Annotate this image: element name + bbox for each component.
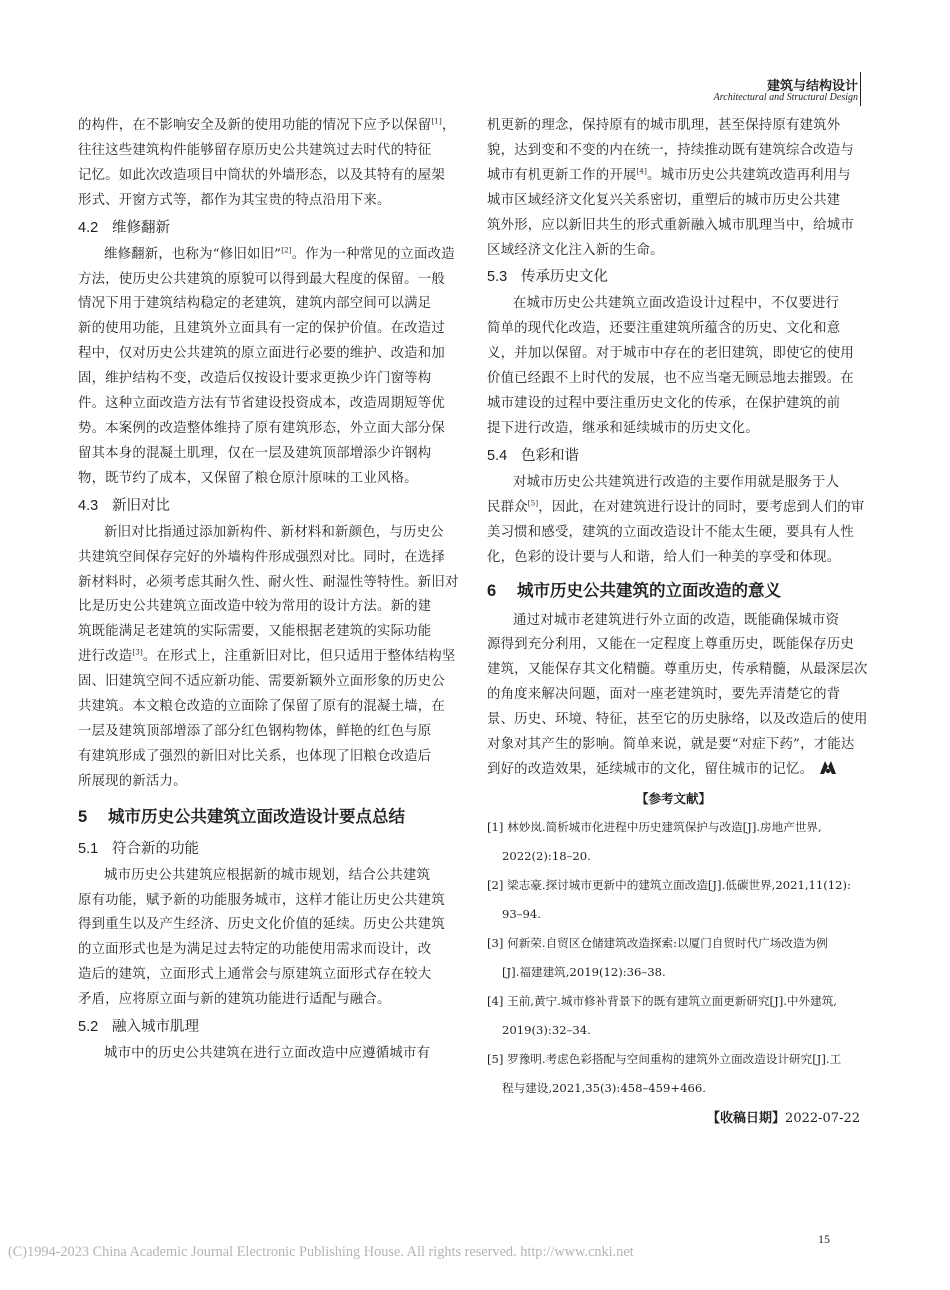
intro-paragraph: 的构件，在不影响安全及新的使用功能的情况下应予以保留[1]， 往往这些建筑构件能够留存原历史公共建筑过去时代的特征 记忆。如此次改造项目中筒状的外墙形态，以及其特有的屋架 形式、开窗方式等，都作为其宝贵的特点沿用下来。	[78, 117, 456, 208]
section-heading-4-3: 4.3 新旧对比	[78, 497, 170, 514]
reference-item: [4] 王前,黄宁.城市修补背景下的既有建筑立面更新研究[J].中外建筑, 2019(3):32–34.	[487, 993, 837, 1037]
section-heading-6: 6 城市历史公共建筑的立面改造的意义	[487, 580, 781, 600]
section-heading-5: 5 城市历史公共建筑立面改造设计要点总结	[78, 806, 405, 826]
journal-subtitle: Architectural and Structural Design	[713, 92, 858, 103]
section-4-3-paragraph: 新旧对比指通过添加新构件、新材料和新颜色，与历史公 共建筑空间保存完好的外墙构件形成强烈对比。同时，在选择 新材料时，必须考虑其耐久性、耐火性、耐湿性等特性。新旧对 比是历史公共建筑立面改造中较为常用的设计方法。新的建 筑既能满足老建筑的实际需要，又能根据老建筑的实际功能 进行改造[3]。在形式上，注重新旧对比，但只适用于整体结构坚 固、旧建筑空间不适应新功能、需要新颖外立面形象的历史公 共建筑。本文粮仓改造的立面除了保留了原有的混凝土墙，在 一层及建筑顶部增添了部分红色钢构物体，鲜艳的红色与原 有建筑形成了强烈的新旧对比关系，也体现了旧粮仓改造后 所展现的新活力。	[78, 524, 459, 789]
citation: [1]	[431, 117, 442, 126]
citation: [3]	[132, 648, 143, 657]
citation: [5]	[527, 499, 539, 508]
section-heading-4-2: 4.2 维修翻新	[78, 219, 170, 236]
citation: [2]	[281, 246, 292, 255]
references-title: 【参考文献】	[635, 790, 711, 806]
section-5-4-paragraph: 对城市历史公共建筑进行改造的主要作用就是服务于人 民群众[5]，因此，在对建筑进行设计的同时，要考虑到人们的审 美习惯和感受，建筑的立面改造设计不能太生硬，要具有人性 化，色彩的设计要与人和谐，给人们一种美的享受和体现。	[487, 474, 865, 565]
section-heading-5-1: 5.1 符合新的功能	[78, 840, 199, 857]
citation: [4]	[636, 167, 648, 176]
left-column	[78, 114, 459, 1067]
reference-item: [1] 林妙岚.简析城市化进程中历史建筑保护与改造[J].房地产世界, 2022(2):18–20.	[487, 819, 822, 863]
reference-item: [3] 何新荣.自贸区仓储建筑改造探索:以厦门自贸时代广场改造为例 [J].福建建筑,2019(12):36–38.	[487, 935, 828, 979]
section-heading-5-4: 5.4 色彩和谐	[487, 447, 579, 464]
section-5-3-paragraph: 在城市历史公共建筑立面改造设计过程中，不仅要进行 简单的现代化改造，还要注重建筑所蕴含的历史、文化和意 义，并加以保留。对于城市中存在的老旧建筑，即使它的使用 价值已经跟不上时代的发展，也不应当毫无顾忌地去摧毁。在 城市建设的过程中要注重历史文化的传承，在保护建筑的前 提下进行改造，继承和延续城市的历史文化。	[487, 296, 854, 436]
section-heading-5-3: 5.3 传承历史文化	[487, 269, 608, 286]
journal-title: 建筑与结构设计	[766, 79, 858, 94]
reference-item: [2] 梁志豪.探讨城市更新中的建筑立面改造[J].低碳世界,2021,11(12): 93–94.	[487, 877, 851, 921]
section-5-1-paragraph: 城市历史公共建筑应根据新的城市规划，结合公共建筑 原有功能，赋予新的功能服务城市，这样才能让历史公共建筑 得到重生以及产生经济、历史文化价值的延续。历史公共建筑 的立面形式也是为满足过去特定的功能使用需求而设计，改 造后的建筑，立面形式上通常会与原建筑立面形式存在较大 矛盾，应将原立面与新的建筑功能进行适配与融合。	[78, 867, 445, 1008]
journal-end-mark-icon	[818, 758, 838, 776]
section-heading-5-2: 5.2 融入城市肌理	[78, 1019, 199, 1036]
section-5-2-paragraph: 城市中的历史公共建筑在进行立面改造中应遵循城市有	[104, 1046, 431, 1062]
page-number: 15	[818, 1232, 830, 1246]
right-column	[487, 114, 868, 1132]
references-list	[487, 813, 860, 1103]
header-rule	[860, 72, 861, 106]
section-6-paragraph: 通过对城市老建筑进行外立面的改造，既能确保城市资 源得到充分利用，又能在一定程度上尊重历史，既能保存历史 建筑，又能保存其文化精髓。尊重历史，传承精髓，从最深层次 的角度来解决问题，面对一座老建筑时，要先弄清楚它的背 景、历史、环境、特征，甚至它的历史脉络，以及改造后的使用 对象对其产生的影响。简单来说，就是要“对症下药”，才能达 到好的改造效果，延续城市的文化，留住城市的记忆。	[487, 612, 868, 777]
section-5-2-continued: 机更新的理念，保持原有的城市肌理，甚至保持原有建筑外 貌，达到变和不变的内在统一，持续推动既有建筑综合改造与 城市有机更新工作的开展[4]。城市历史公共建筑改造再利用与 城市区域经济文化复兴关系密切，重塑后的城市历史公共建 筑外形，应以新旧共生的形式重新融入城市肌理当中，给城市 区域经济文化注入新的生命。	[487, 118, 854, 258]
copyright-notice: (C)1994-2023 China Academic Journal Electronic Publishing House. All rights reserved. http://www.cnki.net	[8, 1244, 634, 1260]
received-date: 【收稿日期】2022-07-22	[707, 1110, 860, 1126]
reference-item: [5] 罗豫明.考虑色彩搭配与空间重构的建筑外立面改造设计研究[J].工 程与建设,2021,35(3):458–459+466.	[487, 1051, 842, 1095]
section-4-2-paragraph: 维修翻新，也称为“修旧如旧”[2]。作为一种常见的立面改造 方法，使历史公共建筑的原貌可以得到最大程度的保留。一般 情况下用于建筑结构稳定的老建筑，建筑内部空间可以满足 新的使用功能，且建筑外立面具有一定的保护价值。在改造过 程中，仅对历史公共建筑的原立面进行必要的维护、改造和加 固，维护结构不变，改造后仅按设计要求更换少许门窗等构 件。这种立面改造方法有节省建设投资成本，改造周期短等优 势。本案例的改造整体维持了原有建筑形态，外立面大部分保 留其本身的混凝土肌理，仅在一层及建筑顶部增添少许钢构 物，既节约了成本，又保留了粮仓原汁原味的工业风格。	[78, 246, 455, 486]
